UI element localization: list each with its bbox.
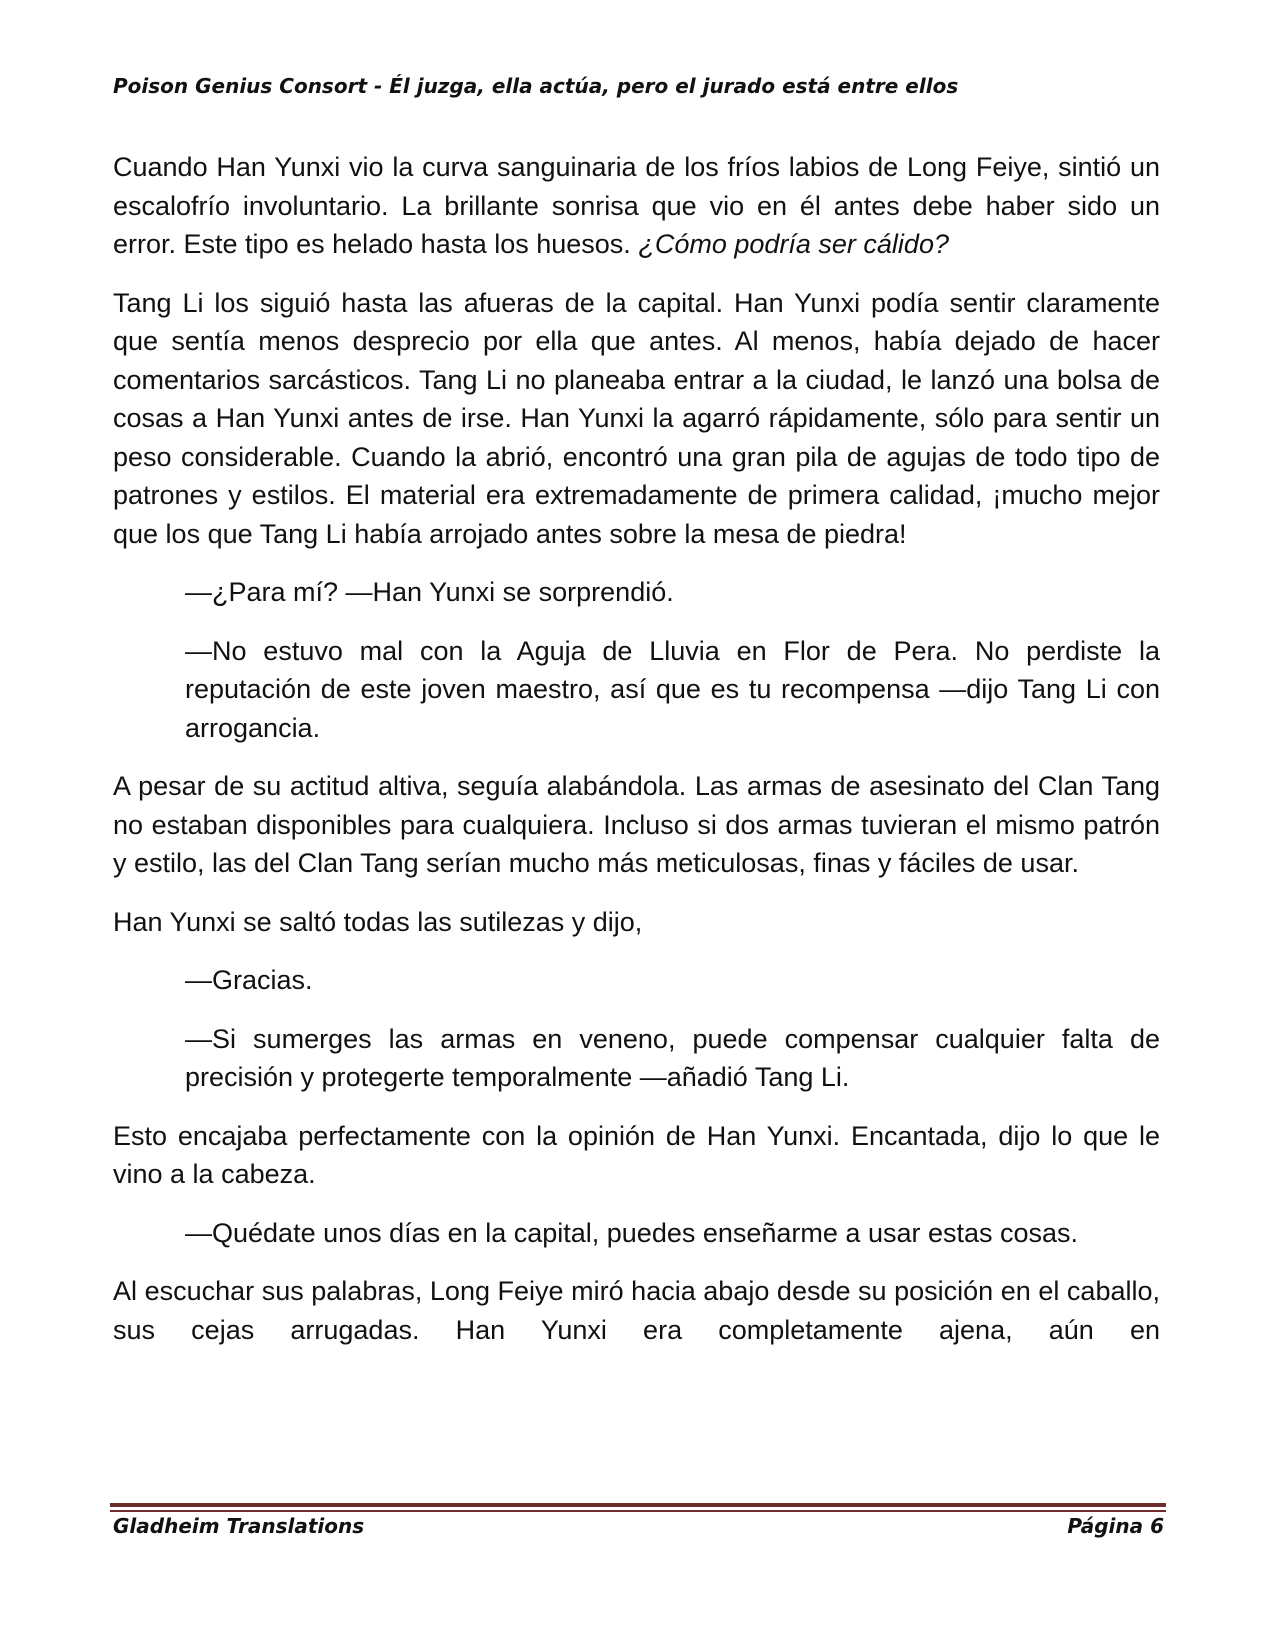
paragraph-4: Han Yunxi se saltó todas las sutilezas y dijo, [113, 906, 643, 937]
footer-page-number: Página 6 [1067, 1514, 1164, 1538]
body-text [113, 148, 1160, 1349]
footer-rule-thick [110, 1503, 1166, 1507]
footer-publisher: Gladheim Translations [113, 1514, 365, 1538]
dialogue-4: —Si sumerges las armas en veneno, puede compensar cualquier falta de precisión y protegerte temporalmente —añadió Tang Li. [185, 1023, 1160, 1092]
footer-rule-thin [110, 1510, 1166, 1512]
paragraph-3: A pesar de su actitud altiva, seguía alabándola. Las armas de asesinato del Clan Tang no estaban disponibles para cualquiera. Incluso si dos armas tuvieran el mismo patrón y estilo, las del Clan Tang serían mucho más meticulosas, finas y fáciles de usar. [113, 771, 1160, 878]
page-header: Poison Genius Consort - Él juzga, ella actúa, pero el jurado está entre ellos [113, 74, 959, 98]
paragraph-6: Al escuchar sus palabras, Long Feiye miró hacia abajo desde su posición en el caballo, sus cejas arrugadas. Han Yunxi era completamente ajena, aún en [113, 1276, 1160, 1345]
dialogue-3: —Gracias. [185, 965, 313, 995]
paragraph-5: Esto encajaba perfectamente con la opinión de Han Yunxi. Encantada, dijo lo que le vino a la cabeza. [113, 1120, 1160, 1189]
paragraph-2: Tang Li los siguió hasta las afueras de la capital. Han Yunxi podía sentir claramente que sentía menos desprecio por ella que antes. Al menos, había dejado de hacer comentarios sarcásticos. Tang Li no planeaba entrar a la ciudad, le lanzó una bolsa de cosas a Han Yunxi antes de irse. Han Yunxi la agarró rápidamente, sólo para sentir un peso considerable. Cuando la abrió, encontró una gran pila de agujas de todo tipo de patrones y estilos. El material era extremadamente de primera calidad, ¡mucho mejor que los que Tang Li había arrojado antes sobre la mesa de piedra! [113, 287, 1160, 549]
paragraph-1 [113, 148, 1160, 264]
paragraph-1-text: Cuando Han Yunxi vio la curva sanguinaria de los fríos labios de Long Feiye, sintió un escalofrío involuntario. La brillante sonrisa que vio en él antes debe haber sido un error. Este tipo es helado hasta los huesos. [113, 152, 1160, 259]
paragraph-1-italic: ¿Cómo podría ser cálido? [638, 229, 949, 259]
dialogue-1: —¿Para mí? —Han Yunxi se sorprendió. [185, 577, 674, 607]
dialogue-5: —Quédate unos días en la capital, puedes enseñarme a usar estas cosas. [185, 1217, 1079, 1248]
dialogue-2: —No estuvo mal con la Aguja de Lluvia en Flor de Pera. No perdiste la reputación de este joven maestro, así que es tu recompensa —dijo Tang Li con arrogancia. [185, 635, 1160, 743]
